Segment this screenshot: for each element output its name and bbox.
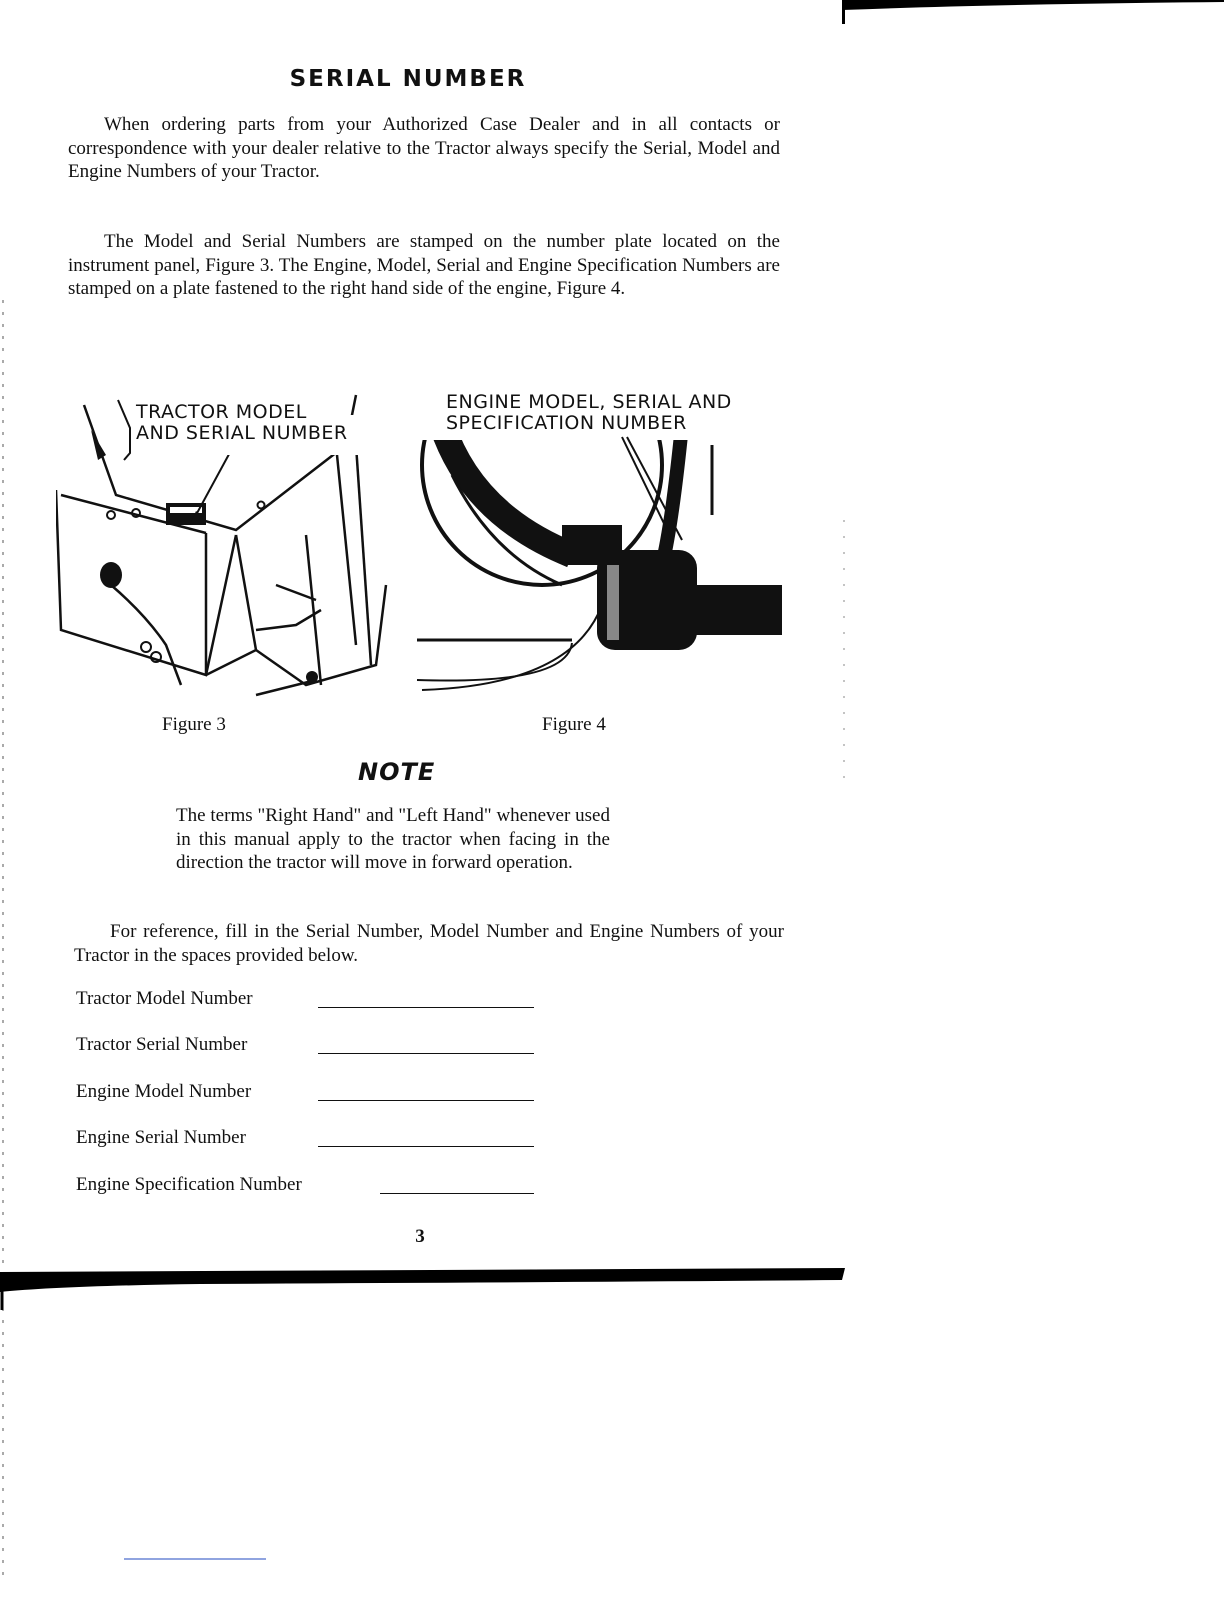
figure-4-label-line-1: ENGINE MODEL, SERIAL AND <box>446 391 732 413</box>
scan-edge-left <box>0 300 10 1600</box>
field-tractor-model-number <box>76 988 253 1012</box>
blank-line[interactable] <box>318 1007 534 1008</box>
blank-line[interactable] <box>318 1053 534 1054</box>
page-number: 3 <box>415 1226 425 1247</box>
field-label: Tractor Model Number <box>76 988 253 1009</box>
scan-edge-bottom <box>0 1262 850 1312</box>
note-heading: NOTE <box>358 758 436 786</box>
field-tractor-serial-number <box>76 1034 247 1058</box>
field-label: Tractor Serial Number <box>76 1034 248 1055</box>
blue-rule <box>124 1557 274 1561</box>
field-label: Engine Specification Number <box>76 1174 302 1195</box>
figure-3-caption: Figure 3 <box>162 714 226 735</box>
scan-edge-top <box>0 0 1224 60</box>
figure-3-label-line-2: AND SERIAL NUMBER <box>136 422 348 444</box>
field-label: Engine Serial Number <box>76 1127 246 1148</box>
blank-line[interactable] <box>380 1193 534 1194</box>
figure-3-label <box>136 402 348 444</box>
field-engine-specification-number <box>76 1174 302 1198</box>
blank-line[interactable] <box>318 1146 534 1147</box>
field-engine-serial-number <box>76 1127 246 1151</box>
field-engine-model-number <box>76 1081 251 1105</box>
intro-paragraph: When ordering parts from your Authorized Case Dealer and in all contacts or correspondence with your dealer relative to the Tractor always specify the Serial, Model and Engine Numbers of your Tractor. <box>68 114 780 182</box>
scan-edge-right <box>840 20 850 820</box>
note-text: The terms "Right Hand" and "Left Hand" whenever used in this manual apply to the tractor when facing in the direction the tractor will move in forward operation. <box>176 805 610 873</box>
plate-location-paragraph: The Model and Serial Numbers are stamped on the number plate located on the instrument panel, Figure 3. The Engine, Model, Serial and Engine Specification Numbers are stamped on a plate fastened to the right hand side of the engine, Figure 4. <box>68 231 780 299</box>
figure-4-label-line-2: SPECIFICATION NUMBER <box>446 412 687 434</box>
figure-4-caption: Figure 4 <box>542 714 606 735</box>
figure-4-label <box>446 392 732 434</box>
figure-3-label-pointer <box>116 398 136 468</box>
page-title: SERIAL NUMBER <box>289 66 527 92</box>
blank-line[interactable] <box>318 1100 534 1101</box>
field-label: Engine Model Number <box>76 1081 252 1102</box>
figure-3-label-line-1: TRACTOR MODEL <box>136 401 307 423</box>
reference-paragraph: For reference, fill in the Serial Number, Model Number and Engine Numbers of your Tractor in the spaces provided below. <box>74 921 784 966</box>
